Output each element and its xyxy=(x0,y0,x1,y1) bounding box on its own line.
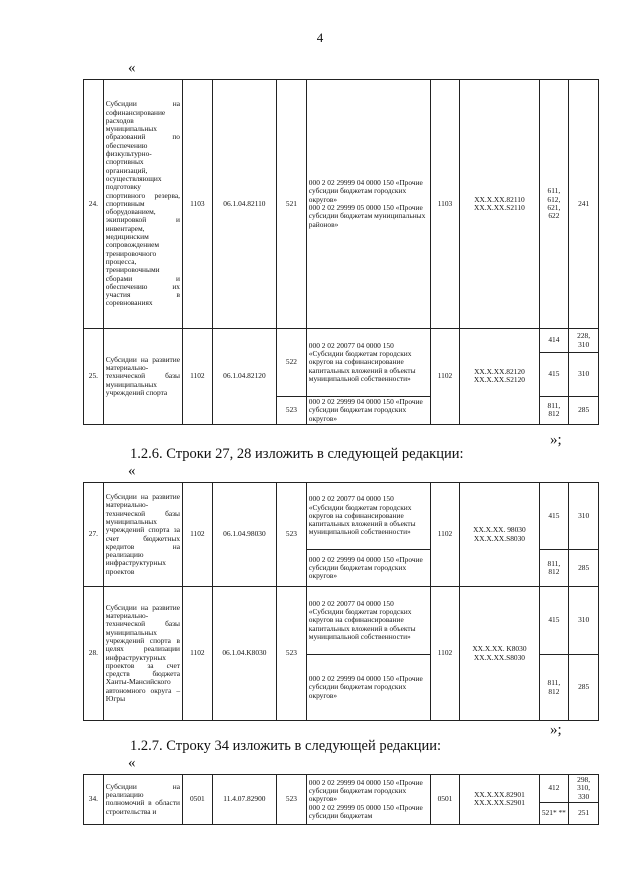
kosgu-code: 285 xyxy=(569,550,599,587)
section-code: 1102 xyxy=(183,329,213,425)
target-codes-2 xyxy=(460,80,539,329)
section-code-2: 1102 xyxy=(430,483,460,587)
table-row xyxy=(84,80,599,329)
expense-type-code: 522 xyxy=(277,329,307,397)
target-code-b: XX.X.XX.S2110 xyxy=(473,203,525,212)
kvr-code: 611, 612, 621, 622 xyxy=(539,80,569,329)
target-code: 06.1.04.K8030 xyxy=(212,587,276,721)
income-code-1: 000 2 02 29999 04 0000 150 «Прочие субсидии бюджетам городских округов» xyxy=(308,777,423,804)
row-description: Субсидии на софинансирование расходов муниципальных образований по обеспечению физкультурно-спортивных организаций, осуществляющих подготовку спортивного резерва, спортивным оборудованием, экипировкой и инвентарем, медицинским сопровождением тренировочного процесса, тренировочными сборами и обеспечению их участия в соревнованиях xyxy=(103,80,182,329)
income-code-1: 000 2 02 20077 04 0000 150 «Субсидии бюджетам городских округов на софинансирование капитальных вложений в объекты муниципальной собственности» xyxy=(306,587,430,655)
row-description: Субсидии на развитие материально-технической базы муниципальных учреждений спорта xyxy=(103,329,182,425)
section-code-2: 0501 xyxy=(430,775,460,825)
kosgu-code: 241 xyxy=(569,80,599,329)
kvr-code: 415 xyxy=(539,353,569,397)
section-code-2: 1103 xyxy=(430,80,460,329)
expense-type-code: 523 xyxy=(277,775,307,825)
row-description: Субсидии на реализацию полномочий в области строительства и xyxy=(103,775,182,825)
income-code-2: 000 2 02 29999 05 0000 150 «Прочие субсидии бюджетам xyxy=(308,802,423,820)
income-code-2: 000 2 02 29999 04 0000 150 «Прочие субсидии бюджетам городских округов» xyxy=(306,397,430,425)
target-codes-2 xyxy=(460,775,539,825)
target-code-a: XX.X.XX. 98030 xyxy=(473,525,526,535)
kvr-code: 521* ** xyxy=(539,802,569,824)
kosgu-code: 310 xyxy=(569,483,599,550)
target-code-a: XX.X.XX. K8030 xyxy=(472,644,527,654)
income-code-1: 000 2 02 20077 04 0000 150 «Субсидии бюджетам городских округов на софинансирование капитальных вложений в объекты муниципальной собственности» xyxy=(306,483,430,550)
target-code-a: XX.X.XX.82901 xyxy=(474,790,525,800)
table-row xyxy=(84,329,599,353)
income-code-1: 000 2 02 29999 04 0000 150 «Прочие субсидии бюджетам городских округов» xyxy=(308,178,423,204)
quote-open: « xyxy=(128,755,136,771)
target-code-b: XX.X.XX.S2120 xyxy=(473,375,525,385)
kosgu-code: 285 xyxy=(569,397,599,425)
row-description: Субсидии на развитие материально-технической базы муниципальных учреждений спорта за счет бюджетных кредитов на реализацию инфраструктурных проектов xyxy=(103,483,182,587)
income-code-1: 000 2 02 20077 04 0000 150 «Субсидии бюджетам городских округов на софинансирование капитальных вложений в объекты муниципальной собственности» xyxy=(306,329,430,397)
quote-open: « xyxy=(128,463,136,479)
section-code: 1103 xyxy=(183,80,213,329)
kosgu-code: 251 xyxy=(569,802,599,824)
table-row xyxy=(84,587,599,655)
table-rows-27-28 xyxy=(83,482,599,721)
kvr-code: 415 xyxy=(539,483,569,550)
expense-type-code: 523 xyxy=(277,397,307,425)
kvr-code: 811, 812 xyxy=(539,655,569,721)
target-code-b: XX.X.XX.S8030 xyxy=(473,533,525,543)
section-heading: 1.2.7. Строку 34 изложить в следующей редакции: xyxy=(130,738,442,754)
target-codes-2 xyxy=(460,483,539,587)
target-code-b: XX.X.XX.S2901 xyxy=(473,798,525,808)
income-codes xyxy=(306,80,430,329)
section-code: 1102 xyxy=(183,483,213,587)
expense-type-code: 523 xyxy=(277,483,307,587)
table-row xyxy=(84,483,599,550)
kvr-code: 414 xyxy=(539,329,569,353)
table-row-34 xyxy=(83,774,599,825)
kvr-code: 412 xyxy=(539,775,569,803)
kosgu-code: 310 xyxy=(569,353,599,397)
page-number: 4 xyxy=(316,30,324,45)
target-code-b: XX.X.XX.S8030 xyxy=(473,652,525,662)
row-number: 25. xyxy=(84,329,104,425)
kosgu-code: 285 xyxy=(569,655,599,721)
quote-close: »; xyxy=(550,432,562,448)
section-heading: 1.2.6. Строки 27, 28 изложить в следующей редакции: xyxy=(130,446,464,462)
target-codes-2 xyxy=(460,587,539,721)
section-code-2: 1102 xyxy=(430,329,460,425)
target-codes-2 xyxy=(460,329,539,425)
income-codes xyxy=(306,775,430,825)
expense-type-code: 523 xyxy=(277,587,307,721)
row-number: 27. xyxy=(84,483,104,587)
kvr-code: 811, 812 xyxy=(539,397,569,425)
target-code: 06.1.04.82110 xyxy=(212,80,276,329)
target-code: 06.1.04.98030 xyxy=(212,483,276,587)
row-number: 34. xyxy=(84,775,104,825)
kvr-code: 415 xyxy=(539,587,569,655)
target-code-a: XX.X.XX.82120 xyxy=(474,367,525,377)
income-code-2: 000 2 02 29999 05 0000 150 «Прочие субсидии бюджетам муниципальных районов» xyxy=(308,203,426,229)
section-code-2: 1102 xyxy=(430,587,460,721)
kosgu-code: 228, 310 xyxy=(569,329,599,353)
target-code: 06.1.04.82120 xyxy=(212,329,276,425)
kvr-code: 811, 812 xyxy=(539,550,569,587)
table-row xyxy=(84,775,599,803)
income-code-2: 000 2 02 29999 04 0000 150 «Прочие субсидии бюджетам городских округов» xyxy=(306,550,430,587)
quote-open: « xyxy=(128,60,136,76)
kosgu-code: 298, 310, 330 xyxy=(569,775,599,803)
section-code: 1102 xyxy=(183,587,213,721)
quote-close: »; xyxy=(550,722,562,738)
section-code: 0501 xyxy=(183,775,213,825)
row-description: Субсидии на развитие материально-технической базы муниципальных учреждений спорта в целях реализации инфраструктурных проектов за счет средств бюджета Ханты-Мансийского автономного округа – Югры xyxy=(103,587,182,721)
row-number: 28. xyxy=(84,587,104,721)
kosgu-code: 310 xyxy=(569,587,599,655)
expense-type-code: 521 xyxy=(277,80,307,329)
target-code: 11.4.07.82900 xyxy=(212,775,276,825)
income-code-2: 000 2 02 29999 04 0000 150 «Прочие субсидии бюджетам городских округов» xyxy=(306,655,430,721)
row-number: 24. xyxy=(84,80,104,329)
table-rows-24-25 xyxy=(83,79,599,425)
target-code-a: XX.X.XX.82110 xyxy=(474,194,525,204)
